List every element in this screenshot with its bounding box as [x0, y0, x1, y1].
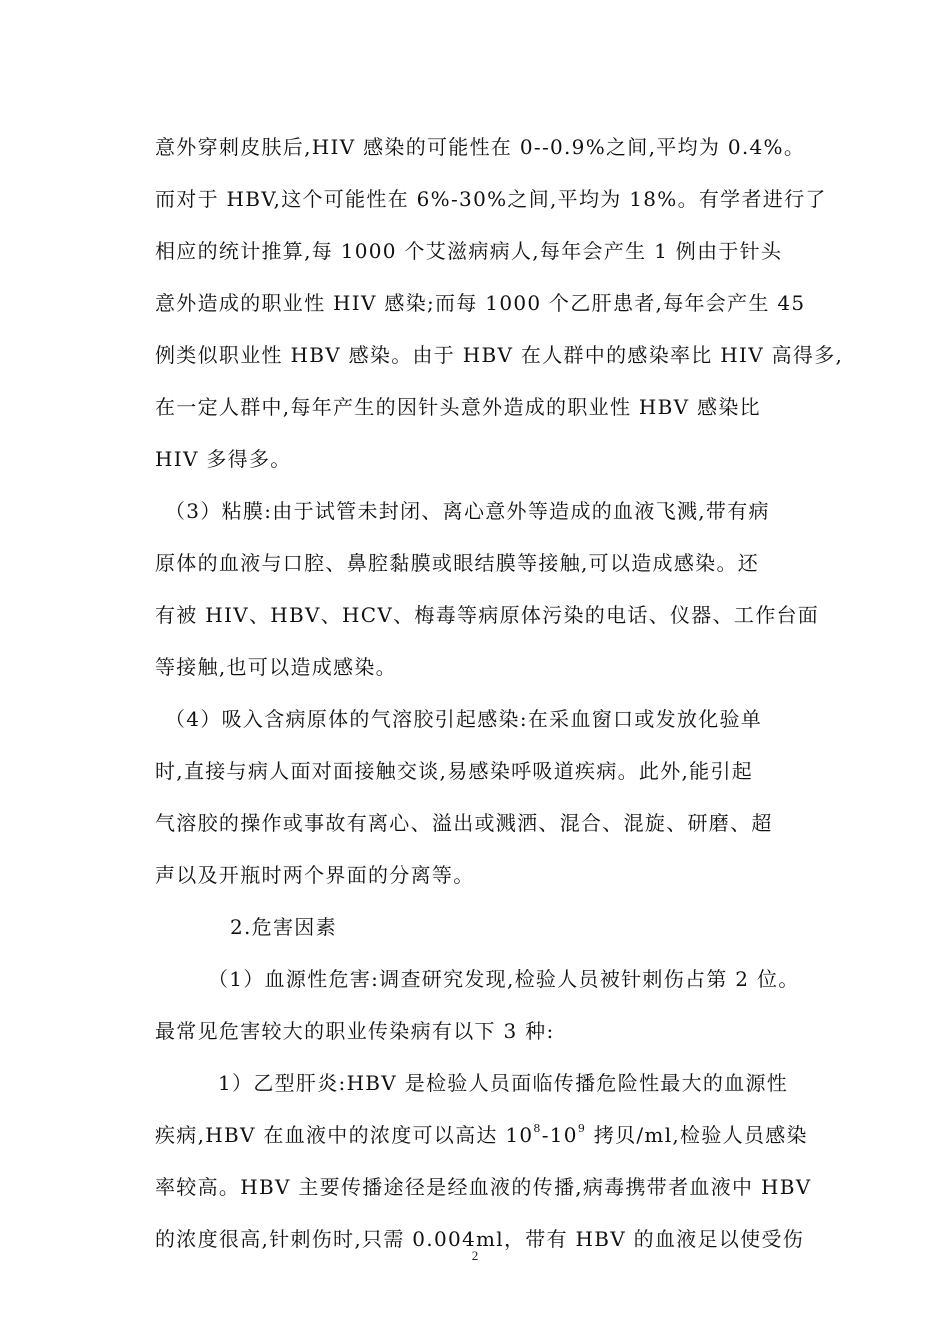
text-line: 最常见危害较大的职业传染病有以下 3 种:	[155, 1019, 555, 1043]
text-line: 的浓度很高,针刺伤时,只需 0.004ml，带有 HBV 的血液足以使受伤	[155, 1227, 805, 1251]
text-line-with-superscript	[155, 1122, 808, 1148]
text-line: 而对于 HBV,这个可能性在 6%-30%之间,平均为 18%。有学者进行了	[155, 187, 827, 211]
section-heading: 2.危害因素	[230, 915, 337, 939]
page-number: 2	[471, 1248, 479, 1263]
text-line: （1）血源性危害:调查研究发现,检验人员被针刺伤占第 2 位。	[208, 967, 800, 991]
text-line: （3）粘膜:由于试管未封闭、离心意外等造成的血液飞溅,带有病	[165, 499, 770, 523]
text-line: 意外穿刺皮肤后,HIV 感染的可能性在 0--0.9%之间,平均为 0.4%。	[155, 135, 806, 159]
text-segment: 疾病,HBV 在血液中的浓度可以高达 10	[155, 1123, 534, 1147]
text-line: 声以及开瓶时两个界面的分离等。	[155, 863, 475, 887]
text-line: 率较高。HBV 主要传播途径是经血液的传播,病毒携带者血液中 HBV	[155, 1175, 812, 1199]
text-line: 1）乙型肝炎:HBV 是检验人员面临传播危险性最大的血源性	[218, 1071, 789, 1095]
text-line: 在一定人群中,每年产生的因针头意外造成的职业性 HBV 感染比	[155, 395, 761, 419]
text-line: 意外造成的职业性 HIV 感染;而每 1000 个乙肝患者,每年会产生 45	[155, 291, 806, 315]
text-line: 相应的统计推算,每 1000 个艾滋病病人,每年会产生 1 例由于针头	[155, 239, 783, 263]
text-segment: 拷贝/ml,检验人员感染	[586, 1123, 808, 1147]
text-line: 等接触,也可以造成感染。	[155, 655, 397, 679]
superscript: 9	[577, 1122, 587, 1136]
text-line: 原体的血液与口腔、鼻腔黏膜或眼结膜等接触,可以造成感染。还	[155, 551, 760, 575]
text-line: 气溶胶的操作或事故有离心、溢出或溅洒、混合、混旋、研磨、超	[155, 811, 773, 835]
text-line: HIV 多得多。	[155, 447, 292, 471]
text-segment: -10	[541, 1123, 578, 1147]
text-line: 例类似职业性 HBV 感染。由于 HBV 在人群中的感染率比 HIV 高得多,	[155, 343, 844, 367]
superscript: 8	[533, 1122, 542, 1136]
text-line: （4）吸入含病原体的气溶胶引起感染:在采血窗口或发放化验单	[165, 707, 763, 731]
text-line: 时,直接与病人面对面接触交谈,易感染呼吸道疾病。此外,能引起	[155, 759, 754, 783]
text-line: 有被 HIV、HBV、HCV、梅毒等病原体污染的电话、仪器、工作台面	[155, 603, 820, 627]
